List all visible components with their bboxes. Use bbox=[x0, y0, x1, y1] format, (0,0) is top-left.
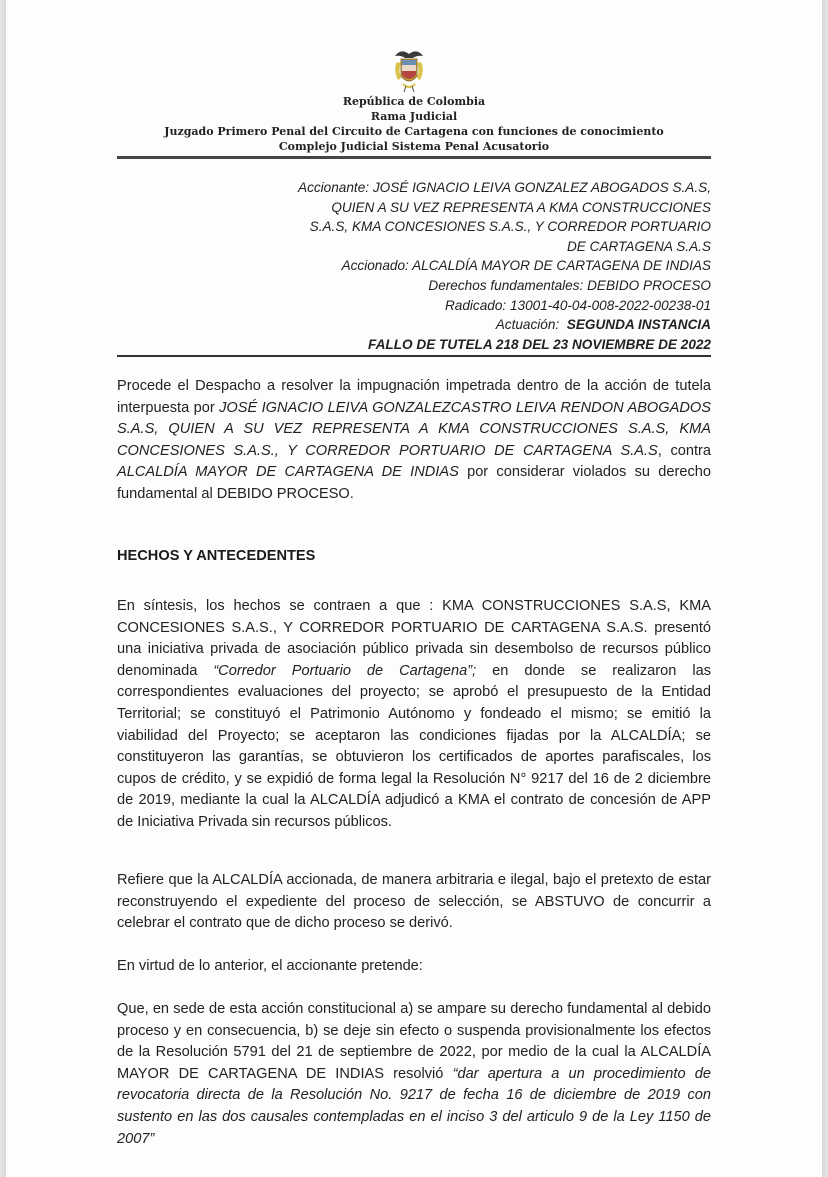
pretende-paragraph bbox=[117, 956, 711, 978]
hechos-project-name: “Corredor Portuario de Cartagena”; bbox=[213, 662, 477, 679]
court-header bbox=[117, 94, 711, 154]
intro-paragraph bbox=[117, 376, 711, 506]
metadata-divider bbox=[117, 355, 711, 357]
radicado-value: 13001-40-04-008-2022-00238-01 bbox=[509, 297, 711, 313]
header-divider bbox=[117, 156, 711, 159]
accionante-line-4: DE CARTAGENA S.A.S bbox=[566, 238, 711, 254]
radicado-label: Radicado: bbox=[444, 297, 507, 313]
header-complex: Complejo Judicial Sistema Penal Acusatorio bbox=[278, 140, 550, 153]
accionante-line-2: QUIEN A SU VEZ REPRESENTA A KMA CONSTRUCCIONES bbox=[331, 199, 711, 215]
accionante-line-1 bbox=[240, 178, 711, 198]
intro-text-1: Procede el Despacho a resolver la impugnación impetrada dentro de la acción de tutela interpuesta por bbox=[117, 378, 711, 416]
colombia-coat-of-arms-icon bbox=[389, 46, 429, 94]
que-text-1: Que, en sede de esta acción constitucional a) se ampare su derecho fundamental al debido proceso y en consecuencia, b) se deje sin efecto o suspenda provisionalmente los efectos de la Resolución 5791 del 21 de septiembre de 2022, por medio de la cual la ALCALDÍA MAYOR DE CARTAGENA DE INDIAS resolvió bbox=[117, 1001, 711, 1082]
accionado-label: Accionado: bbox=[341, 258, 409, 274]
intro-accionado: ALCALDÍA MAYOR DE CARTAGENA DE INDIAS bbox=[117, 464, 459, 481]
intro-parties: JOSÉ IGNACIO LEIVA GONZALEZCASTRO LEIVA RENDON ABOGADOS S.A.S, QUIEN A SU VEZ REPRESENTA A KMA CONSTRUCCIONES S.A.S, KMA CONCESIONES S.A.S., Y CORREDOR PORTUARIO DE CARTAGENA S.A.S bbox=[117, 399, 711, 459]
pretende-text: En virtud de lo anterior, el accionante pretende: bbox=[117, 958, 423, 974]
derechos-value: DEBIDO PROCESO bbox=[587, 277, 711, 293]
hechos-text-2: en donde se realizaron las correspondientes evaluaciones del proyecto; se aprobó el presupuesto de la Entidad Territorial; se constituyó el Patrimonio Autónomo y fondeado el mismo; se emitió la viabilidad del Proyecto; se aceptaron las condiciones fijadas por la ALCALDÍA; se constituyeron las garantías, se obtuvieron los certificados de aportes parafiscales, los cupos de crédito, y se expidió de forma legal la Resolución N° 9217 del 16 de 2 diciembre de 2019, mediante la cual la ALCALDÍA adjudicó a KMA el contrato de concesión de APP de Iniciativa Privada sin recursos públicos. bbox=[117, 662, 712, 830]
hechos-paragraph bbox=[117, 596, 711, 834]
derechos-label: Derechos fundamentales: bbox=[428, 277, 584, 293]
actuacion-line bbox=[240, 315, 711, 335]
accionante-line-3: S.A.S, KMA CONCESIONES S.A.S., Y CORREDOR PORTUARIO bbox=[309, 219, 711, 235]
accionante-label: Accionante: bbox=[298, 180, 370, 195]
hechos-text-1: En síntesis, los hechos se contraen a que : KMA CONSTRUCCIONES S.A.S, KMA CONCESIONES S.A.S., Y CORREDOR PORTUARIO DE CARTAGENA S.A.S. presentó una iniciativa privada de asociación público privada sin desembolso de recursos público denominada bbox=[117, 598, 711, 679]
page-edge-left bbox=[0, 0, 6, 1177]
accionado-value: ALCALDÍA MAYOR DE CARTAGENA DE INDIAS bbox=[412, 258, 711, 274]
page-edge-right bbox=[822, 0, 828, 1177]
fallo-line bbox=[240, 335, 711, 355]
case-metadata bbox=[240, 178, 711, 354]
que-quote: “dar apertura a un procedimiento de revocatoria directa de la Resolución No. 9217 de fecha 16 de diciembre de 2019 con sustento en las dos causales contempladas en el inciso 3 del articulo 9 de la Ley 1150 de 2007” bbox=[117, 1065, 711, 1147]
actuacion-label: Actuación: bbox=[495, 317, 560, 333]
header-country: República de Colombia bbox=[342, 95, 486, 108]
que-paragraph bbox=[117, 999, 711, 1150]
intro-text-3: por considerar violados su derecho fundamental al DEBIDO PROCESO. bbox=[117, 464, 711, 502]
refiere-paragraph bbox=[117, 870, 711, 935]
radicado-line bbox=[240, 296, 711, 316]
header-branch: Rama Judicial bbox=[370, 110, 458, 123]
accionante-value: JOSÉ IGNACIO LEIVA GONZALEZ ABOGADOS S.A.S, bbox=[372, 180, 711, 195]
derechos-line bbox=[240, 276, 711, 296]
intro-text-2: , contra bbox=[657, 442, 712, 459]
refiere-text: Refiere que la ALCALDÍA accionada, de manera arbitraria e ilegal, bajo el pretexto de estar reconstruyendo el expediente del proceso de selección, se ABSTUVO de concurrir a celebrar el contrato que de dicho proceso se derivó. bbox=[117, 872, 711, 932]
accionado-line bbox=[240, 256, 711, 276]
actuacion-value: SEGUNDA INSTANCIA bbox=[566, 317, 711, 333]
section-heading: HECHOS Y ANTECEDENTES bbox=[117, 548, 316, 564]
header-court: Juzgado Primero Penal del Circuito de Cartagena con funciones de conocimiento bbox=[164, 125, 664, 138]
fallo-title: FALLO DE TUTELA 218 DEL 23 NOVIEMBRE DE 2022 bbox=[368, 336, 711, 352]
